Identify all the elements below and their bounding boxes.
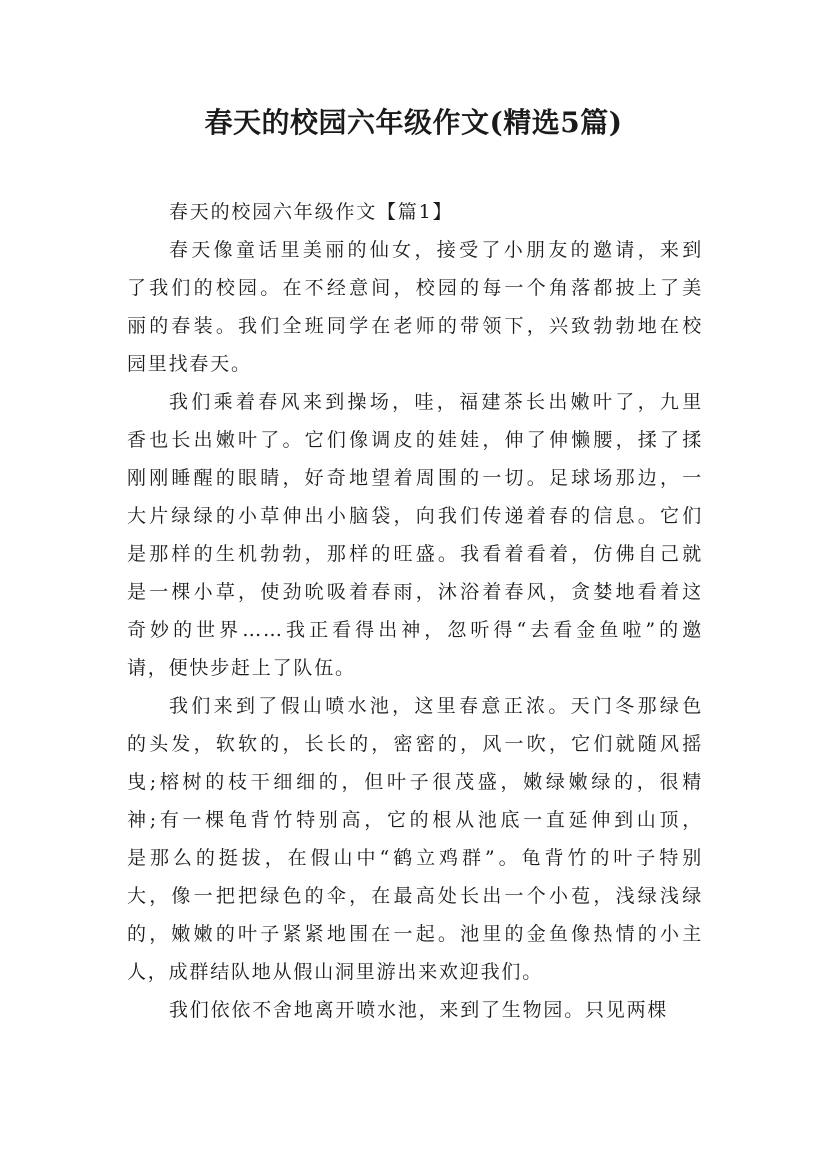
text-line: 奇妙的世界……我正看得出神，忽听得“去看金鱼啦”的邀 [127,619,703,641]
text-line: 的，嫩嫩的叶子紧紧地围在一起。池里的金鱼像热情的小主 [127,923,703,945]
text-line: 大，像一把把绿色的伞，在最高处长出一个小苞，浅绿浅绿 [127,885,703,907]
text-line: 了我们的校园。在不经意间，校园的每一个角落都披上了美 [127,277,703,299]
text-line: 是一棵小草，使劲吮吸着春雨，沐浴着春风，贪婪地看着这 [127,581,703,603]
text-line: 曳;榕树的枝干细细的，但叶子很茂盛，嫩绿嫩绿的，很精 [127,771,703,793]
paragraph-2 [127,383,703,687]
text-line: 香也长出嫩叶了。它们像调皮的娃娃，伸了伸懒腰，揉了揉 [127,429,703,451]
text-line: 我们乘着春风来到操场，哇，福建茶长出嫩叶了，九里 [169,391,703,413]
text-line: 刚刚睡醒的眼睛，好奇地望着周围的一切。足球场那边，一 [127,467,703,489]
section-heading: 春天的校园六年级作文【篇1】 [169,201,454,223]
text-line: 是那样的生机勃勃，那样的旺盛。我看着看着，仿佛自己就 [127,543,703,565]
text-line: 的头发，软软的，长长的，密密的，风一吹，它们就随风摇 [127,733,703,755]
text-line: 神;有一棵龟背竹特别高，它的根从池底一直延伸到山顶， [127,809,703,831]
text-line: 人，成群结队地从假山洞里游出来欢迎我们。 [127,961,544,983]
text-line: 我们来到了假山喷水池，这里春意正浓。天门冬那绿色 [169,695,703,717]
text-line: 请，便快步赶上了队伍。 [127,657,356,679]
text-line: 大片绿绿的小草伸出小脑袋，向我们传递着春的信息。它们 [127,505,703,527]
text-line: 我们依依不舍地离开喷水池，来到了生物园。只见两棵 [169,999,669,1021]
text-line: 丽的春装。我们全班同学在老师的带领下，兴致勃勃地在校 [127,315,703,337]
paragraph-4 [127,991,703,1029]
document-body [127,193,703,1029]
paragraph-3 [127,687,703,991]
document-title: 春天的校园六年级作文(精选5篇) [204,106,623,139]
text-line: 是那么的挺拔，在假山中“鹤立鸡群”。龟背竹的叶子特别 [127,847,703,869]
paragraph-1 [127,231,703,383]
text-line: 春天像童话里美丽的仙女，接受了小朋友的邀请，来到 [169,239,703,261]
text-line: 园里找春天。 [127,353,252,375]
